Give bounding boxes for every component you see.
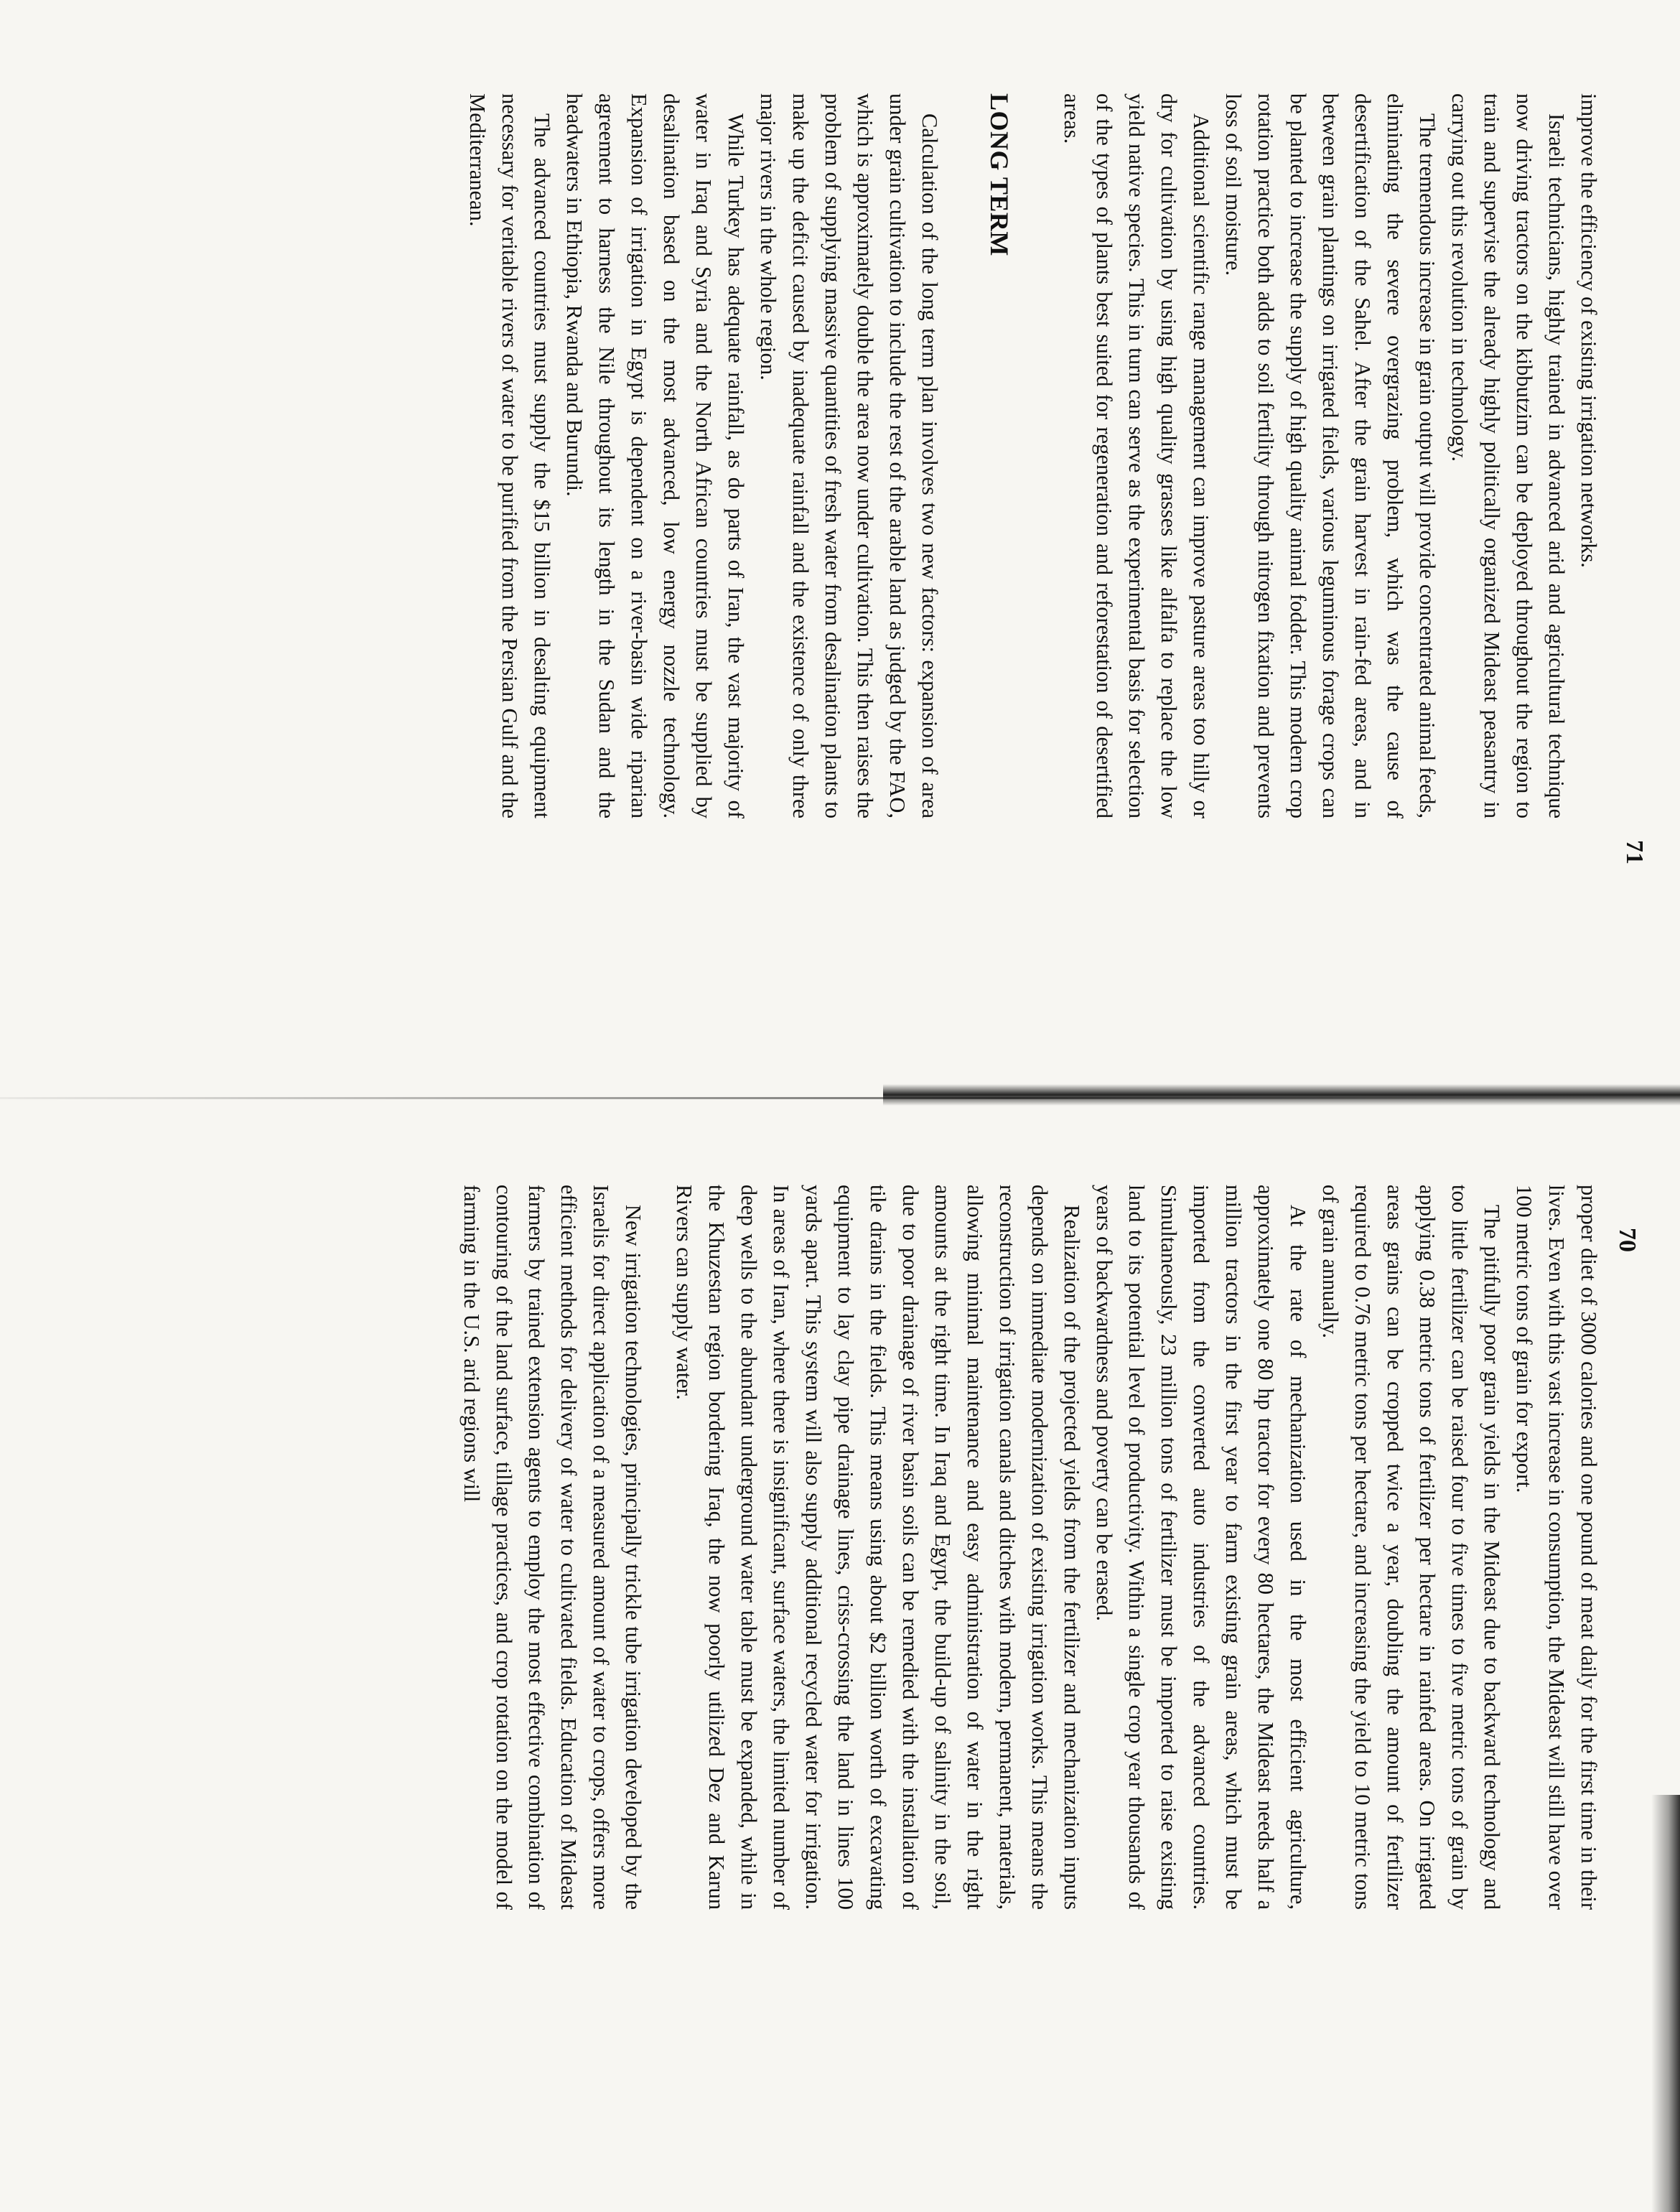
section-heading: LONG TERM xyxy=(985,93,1014,256)
paragraph: While Turkey has adequate rainfall, as do parts of Iran, the vast majority of water in Iraq and Syria and the North African countries must be supplied by desalination based on the most advanced, low energy nozzle technology. Expansion of irrigation in Egypt is dependent on a river-basin wide riparian agreement to harness the Nile throughout its length in the Sudan and the headwaters in Ethiopia, Rwanda and Burundi. xyxy=(562,93,748,818)
page-number: 71 xyxy=(1621,840,1648,864)
paragraph: Realization of the projected yields from the fertilizer and mechanization inputs depends on immediate modernization of existing irrigation works. This means the reconstruction of irrigation canals and ditches with modern, permanent, materials, allowing minimal maintenance and easy administration of water in the right amounts at the right time. In Iraq and Egypt, the build-up of salinity in the soil, due to poor drainage of river basin soils can be remedied with the installation of tile drains in the fields. This means using about $2 billion worth of excavating equipment to lay clay pipe drainage lines, criss-crossing the land in lines 100 yards apart. This system will also supply additional recycled water for irrigation. In areas of Iran, where there is insignificant, surface waters, the limited number of deep wells to the abundant underground water table must be expanded, while in the Khuzestan region bordering Iraq, the now poorly utilized Dez and Karun Rivers can supply water. xyxy=(672,1185,1084,1910)
paragraph: Calculation of the long term plan involves two new factors: expansion of area under grain cultivation to include the rest of the arable land as judged by the FAO, which is approximately double the area now under cultivation. This then raises the problem of supplying massive quantities of fresh water from desalination plants to make up the deficit caused by inadequate rainfall and the existence of only three major rivers in the whole region. xyxy=(756,93,942,818)
paragraph: New irrigation technologies, principally trickle tube irrigation developed by the Israelis for direct application of a measured amount of water to crops, offers more efficient methods for delivery of water to cultivated fields. Education of Mideast farmers by trained extension agents to employ the most effective combination of contouring of the land surface, tillage practices, and crop rotation on the model of farming in the U.S. arid regions will xyxy=(459,1185,645,1910)
paragraph: Israeli technicians, highly trained in advanced arid and agricultural technique now driving tractors on the kibbutzim can be deployed throughout the region to train and supervise the already highly politically organized Mideast peasantry in carrying out this revolution in technology. xyxy=(1447,93,1569,818)
paragraph: improve the efficiency of existing irrigation networks. xyxy=(1577,93,1601,568)
page-fold-shadow xyxy=(883,1084,1680,1106)
paragraph: The tremendous increase in grain output will provide concentrated animal feeds, eliminating the severe overgrazing problem, which was the cause of desertification of the Sahel. After the grain harvest in rain-fed areas, and in between grain plantings on irrigated fields, various leguminous forage crops can be planted to increase the supply of high quality animal fodder. This modern crop rotation practice both adds to soil fertility through nitrogen fixation and prevents loss of soil moisture. xyxy=(1221,93,1439,818)
page-71 xyxy=(165,14,1673,976)
paragraph: The pitifully poor grain yields in the Mideast due to backward technology and too little fertilizer can be raised four to five times to five metric tons of grain by applying 0.38 metric tons of fertilizer per hectare in rainfed areas. On irrigated areas grains can be cropped twice a year, doubling the amount of fertilizer required to 0.76 metric tons per hectare, and increasing the yield to 10 metric tons of grain annually. xyxy=(1318,1185,1504,1910)
paragraph: At the rate of mechanization used in the most efficient agriculture, approximately one 80 hp tractor for every 80 hectares, the Mideast needs half a million tractors in the first year to farm existing grain areas, which must be imported from the converted auto industries of the advanced countries. Simultaneously, 23 million tons of fertilizer must be imported to raise existing land to its potential level of productivity. Within a single crop year thousands of years of backwardness and poverty can be erased. xyxy=(1092,1185,1310,1910)
paragraph: The advanced countries must supply the $15 billion in desalting equipment necessary for veritable rivers of water to be purified from the Persian Gulf and the Mediterranean. xyxy=(465,93,554,818)
page-70 xyxy=(165,1106,1673,2068)
page-fold-line xyxy=(0,1097,1680,1099)
page-number: 70 xyxy=(1614,1228,1641,1252)
page-71-text-column xyxy=(461,93,1605,818)
page-70-text-column xyxy=(455,1185,1605,1910)
paragraph: proper diet of 3000 calories and one pound of meat daily for the first time in their lives. Even with this vast increase in consumption, the Mideast will still have over 100 metric tons of grain for export. xyxy=(1512,1185,1601,1910)
paragraph: Additional scientific range management can improve pasture areas too hilly or dry for cultivation by using high quality grasses like alfalfa to replace the low yield native species. This in turn can serve as the experimental basis for selection of the types of plants best suited for regeneration and reforestation of desertified areas. xyxy=(1060,93,1213,818)
